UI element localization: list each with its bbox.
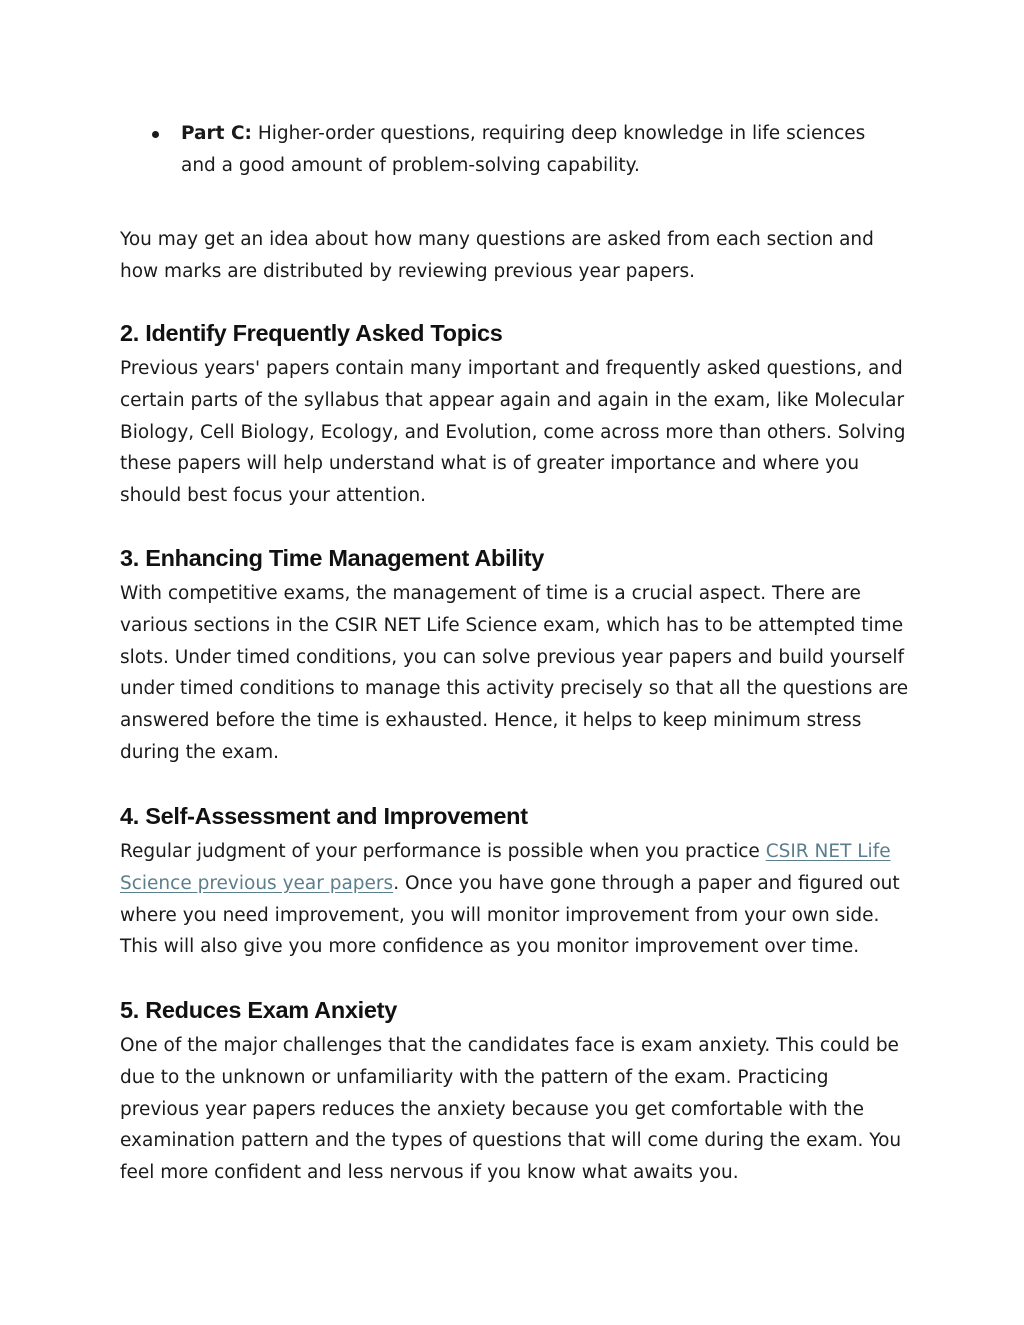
- section-time-management: [120, 542, 910, 769]
- section-heading: 2. Identify Frequently Asked Topics: [120, 320, 503, 346]
- section-paragraph: [120, 836, 910, 963]
- section-paragraph: One of the major challenges that the candidates face is exam anxiety. This could be due to the unknown or unfamiliarity with the pattern of the exam. Practicing previous year papers reduces the anxiety because you get comfortable with the examination pattern and the types of questions that will come during the exam. You feel more confident and less nervous if you know what awaits you.: [120, 1035, 902, 1184]
- section-heading: 3. Enhancing Time Management Ability: [120, 545, 545, 571]
- bullet-label: Part C:: [181, 123, 252, 144]
- section-paragraph: With competitive exams, the management of time is a crucial aspect. There are various sections in the CSIR NET Life Science exam, which has to be attempted time slots. Under timed conditions, you can solve previous year papers and build yourself under timed conditions to manage this activity precisely so that all the questions are answered before the time is exhausted. Hence, it helps to keep minimum stress during the exam.: [120, 583, 909, 763]
- section-self-assessment: [120, 800, 910, 963]
- section-frequent-topics: [120, 317, 910, 512]
- bullet-list: [150, 118, 890, 182]
- previous-year-papers-link[interactable]: CSIR NET Life Science previous year papers: [120, 841, 891, 894]
- paragraph-text-before-link: Regular judgment of your performance is possible when you practice: [120, 841, 766, 862]
- list-item-part-c: [150, 118, 890, 182]
- intro-paragraph: You may get an idea about how many questions are asked from each section and how marks are distributed by reviewing previous year papers.: [120, 229, 874, 282]
- section-heading: 5. Reduces Exam Anxiety: [120, 997, 397, 1023]
- bullet-icon: [152, 131, 159, 138]
- paragraph-text-after-link: . Once you have gone through a paper and figured out where you need improvement, you will monitor improvement from your own side. This will also give you more confidence as you monitor improvement over time.: [120, 872, 900, 958]
- intro-block: [120, 224, 910, 288]
- section-paragraph: Previous years' papers contain many important and frequently asked questions, and certain parts of the syllabus that appear again and again in the exam, like Molecular Biology, Cell Biology, Ecology, and Evolution, come across more than others. Solving these papers will help understand what is of greater importance and where you should best focus your attention.: [120, 358, 906, 507]
- section-exam-anxiety: [120, 994, 910, 1189]
- bullet-text: Higher-order questions, requiring deep knowledge in life sciences and a good amount of problem-solving capability.: [181, 123, 866, 176]
- section-heading: 4. Self-Assessment and Improvement: [120, 803, 528, 829]
